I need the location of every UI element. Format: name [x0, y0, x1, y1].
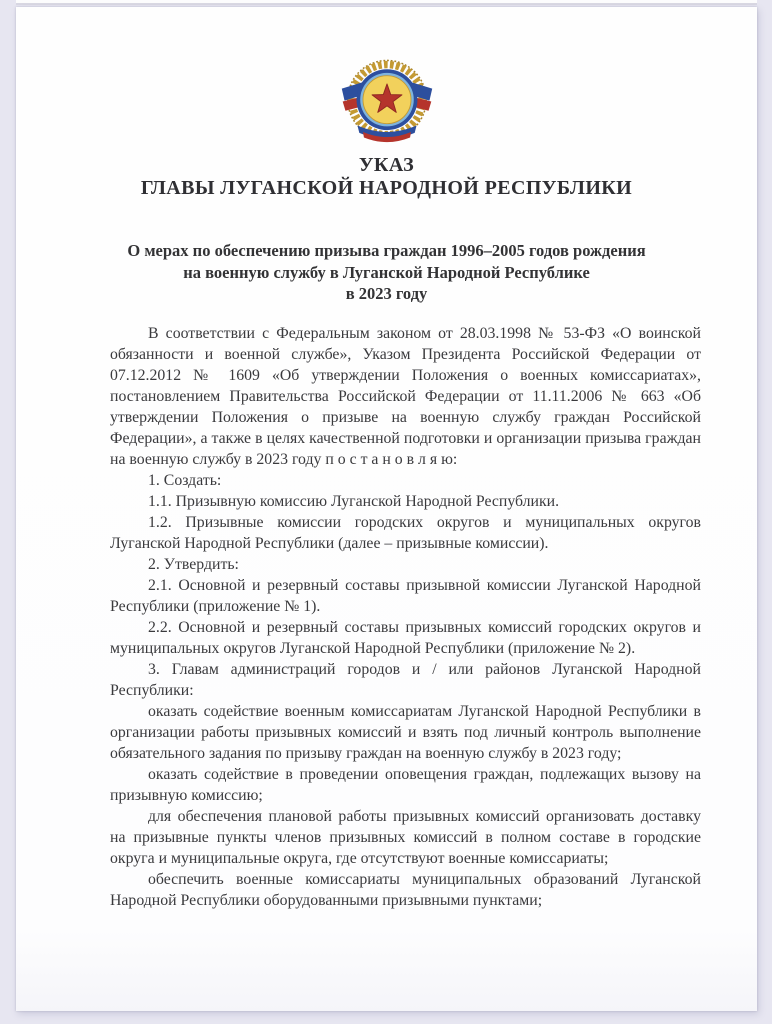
decree-subject — [46, 240, 727, 305]
body-paragraph: В соответствии с Федеральным законом от 28.03.1998 № 53-ФЗ «О воинской обязанности и военной службе», Указом Президента Российской Федерации от 07.12.2012 № 1609 «Об утверждении Положения о военных комиссариатах», постановлением Правительства Российской Федерации от 11.11.2006 № 663 «Об утверждении Положения о призыве на военную службу граждан Российской Федерации», а также в целях качественной подготовки и организации призыва граждан на военную службу в 2023 году п о с т а н о в л я ю: — [110, 324, 701, 468]
decree-title-line2: ГЛАВЫ ЛУГАНСКОЙ НАРОДНОЙ РЕСПУБЛИКИ — [140, 177, 633, 199]
body-paragraph: 2.1. Основной и резервный составы призывной комиссии Луганской Народной Республики (приложение № 1). — [110, 576, 701, 615]
decree-title-line1: УКАЗ — [358, 154, 415, 176]
coat-of-arms-emblem — [339, 57, 435, 146]
decree-title — [16, 154, 757, 200]
body-paragraph: 1.2. Призывные комиссии городских округов и муниципальных округов Луганской Народной Республики (далее – призывные комиссии). — [110, 513, 701, 552]
decree-subject-line2: на военную службу в Луганской Народной Республике — [183, 262, 590, 282]
previous-page-edge — [16, 0, 757, 5]
decree-subject-line1: О мерах по обеспечению призыва граждан 1996–2005 годов рождения — [127, 241, 646, 260]
body-paragraph: для обеспечения плановой работы призывных комиссий организовать доставку на призывные пункты членов призывных комиссий в полном составе в городские округа и муниципальные округа, где отсутствуют военные комиссариаты; — [110, 807, 701, 867]
decree-body — [110, 323, 701, 911]
decree-subject-line3: в 2023 году — [345, 284, 428, 303]
body-paragraph: оказать содействие в проведении оповещения граждан, подлежащих вызову на призывную комиссию; — [110, 765, 701, 804]
body-paragraph: обеспечить военные комиссариаты муниципальных образований Луганской Народной Республики оборудованными призывными пунктами; — [110, 870, 701, 909]
coat-of-arms-icon — [339, 57, 435, 146]
body-paragraph: оказать содействие военным комиссариатам Луганской Народной Республики в организации работы призывных комиссий и взять под личный контроль выполнение обязательного задания по призыву граждан на военную службу в 2023 году; — [110, 702, 701, 762]
body-paragraph: 1. Создать: — [148, 471, 222, 489]
body-paragraph: 1.1. Призывную комиссию Луганской Народной Республики. — [148, 492, 560, 510]
body-paragraph: 3. Главам администраций городов и / или районов Луганской Народной Республики: — [110, 660, 701, 699]
body-paragraph: 2.2. Основной и резервный составы призывных комиссий городских округов и муниципальных округов Луганской Народной Республики (приложение № 2). — [110, 618, 701, 657]
body-paragraph: 2. Утвердить: — [148, 555, 239, 573]
document-page — [16, 7, 757, 1011]
